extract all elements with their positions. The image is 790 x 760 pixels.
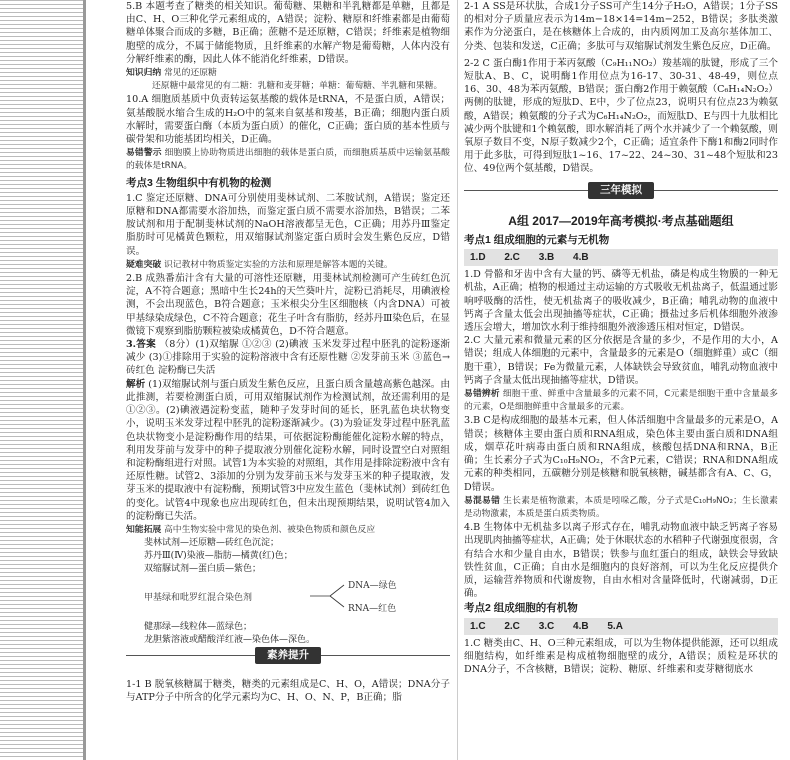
answer-text: （8分）(1)双缩脲 ①②③ (2)碘液 玉米发芽过程中胚乳的淀粉逐渐减少 (3)①排除用于实验的淀粉溶液中含有还原性糖 ②发芽前玉米 ③蓝色→砖红色 淀粉酶已失活 xyxy=(126,339,450,377)
answer-key: 1.D xyxy=(470,252,486,264)
stain-list xyxy=(126,537,450,647)
answer-label: 3.答案 xyxy=(126,339,157,351)
branch-root: 甲基绿和吡罗红混合染色剂 xyxy=(144,593,253,604)
tip-text: 高中生物实验中常见的染色剂、被染色物质和颜色反应 xyxy=(164,524,376,535)
answer-10: 10.A 细胞质基质中负责转运氨基酸的载体是tRNA，不是蛋白质，A错误；氨基酸脱水缩合生成的H₂O中的氢来自氨基和羧基，B正确；细胞内蛋白质水解时，需要蛋白酶（本质为蛋白质）的催化，C正确；蛋白质的基本性质与碳骨架和功能基团均相关，D正确。 xyxy=(126,94,450,146)
question-1: 1.D 骨骼和牙齿中含有大量的钙、磷等无机盐，磷是构成生物膜的一种无机盐，A正确；植物的根通过主动运输的方式吸收无机盐离子，低温通过影响呼吸酶的活性，使无机盐离子的吸收减少，B正确；哺乳动物的血液中钙离子含量太低会出现抽搐等症状，C正确；摄盐过多后机体细胞外液渗透压会增大，增加饮水利于维持细胞外液渗透压相对恒定，D错误。 xyxy=(464,269,778,334)
tip-extension xyxy=(126,523,450,537)
tip-label: 疑难突破 xyxy=(126,258,162,269)
answer-key: 3.C xyxy=(538,620,555,632)
stain-branch-diagram xyxy=(144,576,444,616)
stain-item: 苏丹Ⅲ(Ⅳ)染液—脂肪—橘黄(红)色； xyxy=(144,551,293,562)
left-column xyxy=(126,0,450,760)
question-3: 3.B C是构成细胞的最基本元素，但人体活细胞中含量最多的元素是O，A错误；核糖体主要由蛋白质和RNA组成，染色体主要由蛋白质和DNA组成，烟草花叶病毒由蛋白质和RNA组成，核酸包括DNA和RNA，B正确；生长素分子式为C₁₀H₉NO₂，不含P元素，C错误；RNA和DNA组成元素的种类相同，五碳糖分别是核糖和脱氧核糖，碱基都含有A、C、G，D错误。 xyxy=(464,415,778,493)
analysis-text: (1)双缩脲试剂与蛋白质发生紫色反应，且蛋白质含量越高紫色越深。由此推测，若要检测蛋白质，可用双缩脲试剂作为检测试剂，故还需利用的是①②③。(2)碘液遇淀粉变蓝，随种子发芽时间的延长，胚乳蓝色块状物变小，说明玉米发芽过程中胚乳的淀粉逐渐减少。(3)为验证发芽过程中胚乳蓝色块状物变小是淀粉酶作用的结果，可依据淀粉酶能催化淀粉水解的特点，利用发芽前与发芽中的种子提取液分别催化淀粉水解，同时设置空白对照组和淀粉酶组进行对照。试管1为本实验的对照组，其作用是排除淀粉液中含有还原性糖。试管2、3添加的分别为发芽前玉米与发芽玉米的种子提取液，发芽玉米的提取液中有淀粉酶，预期试管3中应发生蓝色（斐林试剂）到砖红色的变化。试管4中现象也应出现砖红色，但未出现预期结果，说明试管4加入的淀粉酶已失活。 xyxy=(126,378,450,522)
stain-item: 斐林试剂—还原糖—砖红色沉淀； xyxy=(144,538,280,549)
column-divider xyxy=(457,0,458,760)
tip-title: 常见的还原糖 xyxy=(164,68,217,79)
binding-edge xyxy=(0,0,86,760)
section-heading: 考点1 组成细胞的元素与无机物 xyxy=(464,233,610,246)
answer-key: 5.A xyxy=(607,620,623,632)
answer-2-2: 2-2 C 蛋白酶1作用于苯丙氨酸（C₉H₁₁NO₂）羧基端的肽键，形成了三个短肽A、B、C，说明酶1作用位点为16-17、30-31、48-49，则位点16、30、48为苯丙氨酸，B错误；蛋白酶2作用于赖氨酸（C₆H₁₄N₂O₂）两侧的肽键，形成的短肽D、E中，少了位点23，说明只有位点23为赖氨酸，A错误；赖氨酸的分子式为C₆H₁₄N₂O₂，而短肽D、E与四十九肽相比减少两个肽键和1个赖氨酸，即水解消耗了两个水并减少了一个赖氨酸，则氧原子数目不变，N原子数减少2个，C正确；适宜条件下酶1和酶2同时作用于此多肽，可得到短肽1~16、17~22、24~30、31~48个短肽和23位、49位两个氨基酸，D错误。 xyxy=(464,57,778,175)
answer-key: 4.B xyxy=(573,252,589,264)
group-title: A组 2017—2019年高考模拟·考点基础题组 xyxy=(508,213,734,228)
stain-item: 龙胆紫溶液或醋酸洋红液—染色体—深色。 xyxy=(144,635,316,646)
tip-label: 易错警示 xyxy=(126,147,162,158)
tip-label: 知识归纳 xyxy=(126,67,162,78)
answer-key: 2.C xyxy=(504,620,520,632)
tip-confusion xyxy=(464,494,778,521)
tip-breakthrough xyxy=(126,258,450,272)
tip-label: 易错辨析 xyxy=(464,388,500,399)
answer-2: 2.B 成熟番茄汁含有大量的可溶性还原糖，用斐林试剂检测可产生砖红色沉淀，A不符合题意；黑暗中生长24h的天竺葵叶片，淀粉已消耗尽，用碘液检测，不会出现蓝色，B符合题意；玉米根尖分生区细胞核（内含DNA）可被甲基绿染成绿色，C不符合题意；花生子叶含有脂肪，经苏丹Ⅲ染色后，在显微镜下观察到脂肪颗粒被染成橘黄色，D不符合题意。 xyxy=(126,273,450,337)
section-bar xyxy=(464,183,778,209)
question-4: 4.B 生物体中无机盐多以离子形式存在，哺乳动物血液中缺乏钙离子容易出现肌肉抽搐等症状，A正确；处于休眠状态的水稻种子代谢强度很弱，含有结合水和少量自由水，B错误；铁参与血红蛋白的组成，缺铁会导致缺铁性贫血，C正确；自由水是细胞内的良好溶剂，可以为生化反应提供介质，运输营养物质和代谢废物，自由水相对含量降低时，代谢减弱，D正确。 xyxy=(464,522,778,600)
tip-error xyxy=(464,387,778,414)
answer-3 xyxy=(126,338,450,378)
tip-text: 细胞膜上协助物质进出细胞的载体是蛋白质，而细胞质基质中运输氨基酸的载体是tRNA。 xyxy=(126,148,450,172)
answer-key: 1.C xyxy=(470,620,486,632)
stain-item: 双缩脲试剂—蛋白质—紫色； xyxy=(144,564,262,575)
stain-item: 健那绿—线粒体—蓝绿色； xyxy=(144,622,253,633)
section-pill: 素养提升 xyxy=(255,647,321,664)
answer-key: 2.C xyxy=(504,252,520,264)
question-5: 1.C 糖类由C、H、O三种元素组成，可以为生物体提供能源，还可以组成细胞结构，如纤维素是构成植物细胞壁的成分，A错误；质粒是环状的DNA分子，不含核糖，B错误；淀粉、糖原、纤维素和麦芽糖彻底水 xyxy=(464,637,778,676)
tip-text: 识记教材中物质鉴定实验的方法和原理是解答本题的关键。 xyxy=(164,259,393,270)
right-column xyxy=(464,0,778,760)
branch-a: DNA—绿色 xyxy=(348,581,397,592)
analysis-label: 解析 xyxy=(126,378,146,390)
section-heading: 考点2 组成细胞的有机物 xyxy=(464,602,578,615)
tip-text: 生长素是植物激素，本质是吲哚乙酸，分子式是C₁₀H₉NO₂；生长激素是动物激素，本质是蛋白质类物质。 xyxy=(464,495,778,519)
answer-key: 3.B xyxy=(538,252,555,264)
section-pill: 三年模拟 xyxy=(588,182,654,199)
section-heading: 考点3 生物组织中有机物的检测 xyxy=(126,176,272,189)
answer-1-1: 1-1 B 脱氧核糖属于糖类，糖类的元素组成是C、H、O，A错误；DNA分子与ATP分子中所含的化学元素均为C、H、O、N、P，B正确；脂 xyxy=(126,679,450,704)
answer-2-1: 2-1 A SS是环状肽，合成1分子SS可产生14分子H₂O，A错误；1分子SS的相对分子质量应表示为14m−18×14=14m−252，B错误；多肽类激素作为分泌蛋白，是在核糖体上合成的，由内质网加工及高尔基体加工、分类、包装和发送，C正确；多肽可与双缩脲试剂发生紫色反应，D正确。 xyxy=(464,1,778,52)
tip-label: 易混易错 xyxy=(464,494,501,505)
answer-5: 5.B 本题考查了糖类的相关知识。葡萄糖、果糖和半乳糖都是单糖，且都是由C、H、O三种化学元素组成的，A错误；淀粉、糖原和纤维素都是由葡萄糖单体聚合而成的多糖，B正确；蔗糖不是还原糖，C错误；纤维素是植物细胞壁的成分，不属于储能物质，且纤维素的水解产物是葡萄糖，人体内没有分解纤维素的酶，因此人体不能消化纤维素，D错误。 xyxy=(126,1,450,65)
answer-key-row xyxy=(464,618,778,635)
tip-label: 知能拓展 xyxy=(126,523,162,534)
question-2: 2.C 大量元素和微量元素的区分依据是含量的多少，不是作用的大小，A错误；组成人体细胞的元素中，含量最多的元素是O（细胞鲜重）或C（细胞干重），B错误；Fe为微量元素，人体缺铁会导致贫血，哺乳动物血液中钙离子含量太低出现抽搐等症状，D错误。 xyxy=(464,335,778,386)
answer-key: 4.B xyxy=(573,620,589,632)
answer-key-row xyxy=(464,249,778,266)
tip-text: 细胞干重、鲜重中含量最多的元素不同，C元素是细胞干重中含量最多的元素，O是细胞鲜重中含量最多的元素。 xyxy=(464,389,778,413)
tip-knowledge xyxy=(126,66,450,80)
analysis xyxy=(126,378,450,523)
tip-warning xyxy=(126,146,450,173)
branch-b: RNA—红色 xyxy=(348,604,397,615)
tip-text: 还原糖中最常见的有二糖：乳糖和麦芽糖；单糖：葡萄糖、半乳糖和果糖。 xyxy=(152,81,443,92)
answer-1: 1.C 鉴定还原糖、DNA可分别使用斐林试剂、二苯胺试剂，A错误；鉴定还原糖和DNA都需要水浴加热，而鉴定蛋白质不需要水浴加热，B错误；二苯胺试剂和用于配制斐林试剂的NaOH溶液都呈无色，C正确；用苏丹Ⅲ鉴定脂肪时可见橘黄色颗粒，用双缩脲试剂鉴定蛋白质时会发生紫色反应，D错误。 xyxy=(126,192,450,257)
section-bar xyxy=(126,649,450,674)
branch-line xyxy=(330,596,344,607)
branch-line xyxy=(330,585,344,596)
